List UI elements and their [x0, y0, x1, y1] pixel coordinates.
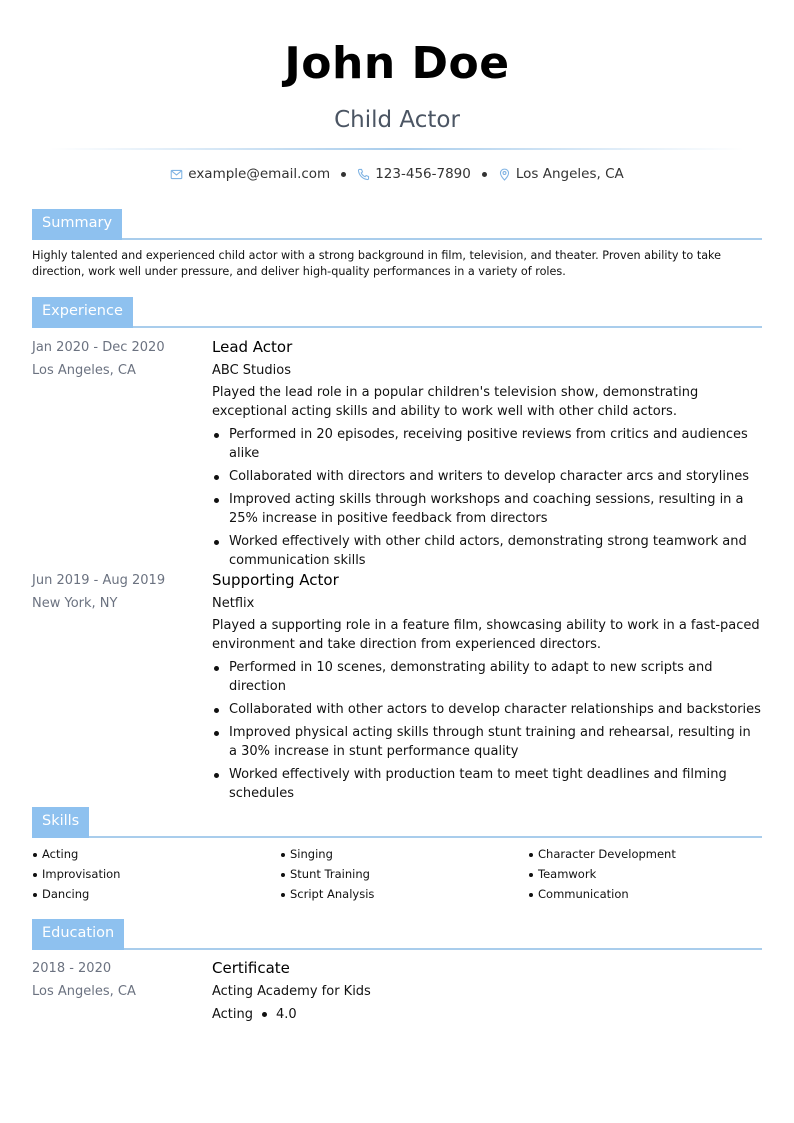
list-item: Collaborated with directors and writers to develop character arcs and storylines — [212, 467, 762, 486]
education-location: Los Angeles, CA — [32, 984, 136, 999]
list-item: Worked effectively with production team to meet tight deadlines and filming schedules — [212, 765, 762, 803]
job-description: Played a supporting role in a feature film, showcasing ability to work in a fast-paced environment and take direction from experienced directors. — [212, 618, 760, 652]
section-summary-header — [32, 209, 762, 240]
contact-location — [498, 166, 624, 182]
skill-item: Acting — [32, 846, 280, 863]
skill-item: Singing — [280, 846, 528, 863]
location-text: Los Angeles, CA — [515, 166, 624, 182]
section-skills-header — [32, 807, 762, 838]
skill-item: Character Development — [528, 846, 762, 863]
location-pin-icon — [498, 168, 511, 181]
section-title: Summary — [32, 209, 122, 240]
job-location: New York, NY — [32, 596, 118, 611]
phone-icon — [357, 168, 370, 181]
contact-email[interactable] — [170, 166, 330, 182]
education-school: Acting Academy for Kids — [212, 984, 371, 999]
list-item: Worked effectively with other child actors, demonstrating strong teamwork and communication skills — [212, 532, 762, 570]
job-location: Los Angeles, CA — [32, 363, 136, 378]
list-item: Performed in 10 scenes, demonstrating ability to adapt to new scripts and direction — [212, 658, 762, 696]
section-title: Skills — [32, 807, 89, 838]
list-item: Improved acting skills through workshops and coaching sessions, resulting in a 25% increase in positive feedback from directors — [212, 490, 762, 528]
section-experience-header — [32, 297, 762, 328]
skill-item: Teamwork — [528, 866, 762, 883]
education-dates: 2018 - 2020 — [32, 961, 112, 976]
section-title: Education — [32, 919, 124, 950]
mail-icon — [170, 168, 183, 181]
job-bullets — [212, 425, 762, 570]
job-description: Played the lead role in a popular children's television show, demonstrating exceptional acting skills and ability to work well with other child actors. — [212, 385, 699, 419]
section-title: Experience — [32, 297, 133, 328]
email-text: example@email.com — [188, 166, 331, 182]
education-gpa: 4.0 — [276, 1007, 297, 1022]
list-item: Performed in 20 episodes, receiving positive reviews from critics and audiences alike — [212, 425, 762, 463]
list-item: Improved physical acting skills through stunt training and rehearsal, resulting in a 30% increase in stunt performance quality — [212, 723, 762, 761]
skill-item: Improvisation — [32, 866, 280, 883]
section-education-header — [32, 919, 762, 950]
job-role: Supporting Actor — [212, 571, 339, 589]
contact-separator — [482, 172, 487, 177]
education-details — [212, 1003, 762, 1026]
contact-separator — [341, 172, 346, 177]
education-degree: Certificate — [212, 959, 290, 977]
job-title: Child Actor — [334, 107, 460, 133]
job-company: Netflix — [212, 596, 255, 611]
summary-text: Highly talented and experienced child actor with a strong background in film, television, and theater. Proven ability to take direction, work well under pressure, and deliver high-quality performances in a variety of roles. — [32, 249, 722, 278]
education-field: Acting — [212, 1007, 254, 1022]
skill-item: Communication — [528, 886, 762, 903]
phone-text: 123-456-7890 — [375, 166, 471, 182]
candidate-name: John Doe — [284, 38, 510, 89]
header-divider — [50, 148, 744, 150]
detail-separator — [262, 1012, 267, 1017]
job-dates: Jan 2020 - Dec 2020 — [32, 340, 165, 355]
job-company: ABC Studios — [212, 363, 291, 378]
contact-bar — [0, 166, 794, 182]
skill-item: Stunt Training — [280, 866, 528, 883]
job-bullets — [212, 658, 762, 803]
job-role: Lead Actor — [212, 338, 293, 356]
skills-grid — [32, 846, 762, 903]
list-item: Collaborated with other actors to develop character relationships and backstories — [212, 700, 762, 719]
skill-item: Script Analysis — [280, 886, 528, 903]
job-dates: Jun 2019 - Aug 2019 — [32, 573, 166, 588]
skill-item: Dancing — [32, 886, 280, 903]
contact-phone[interactable] — [357, 166, 471, 182]
